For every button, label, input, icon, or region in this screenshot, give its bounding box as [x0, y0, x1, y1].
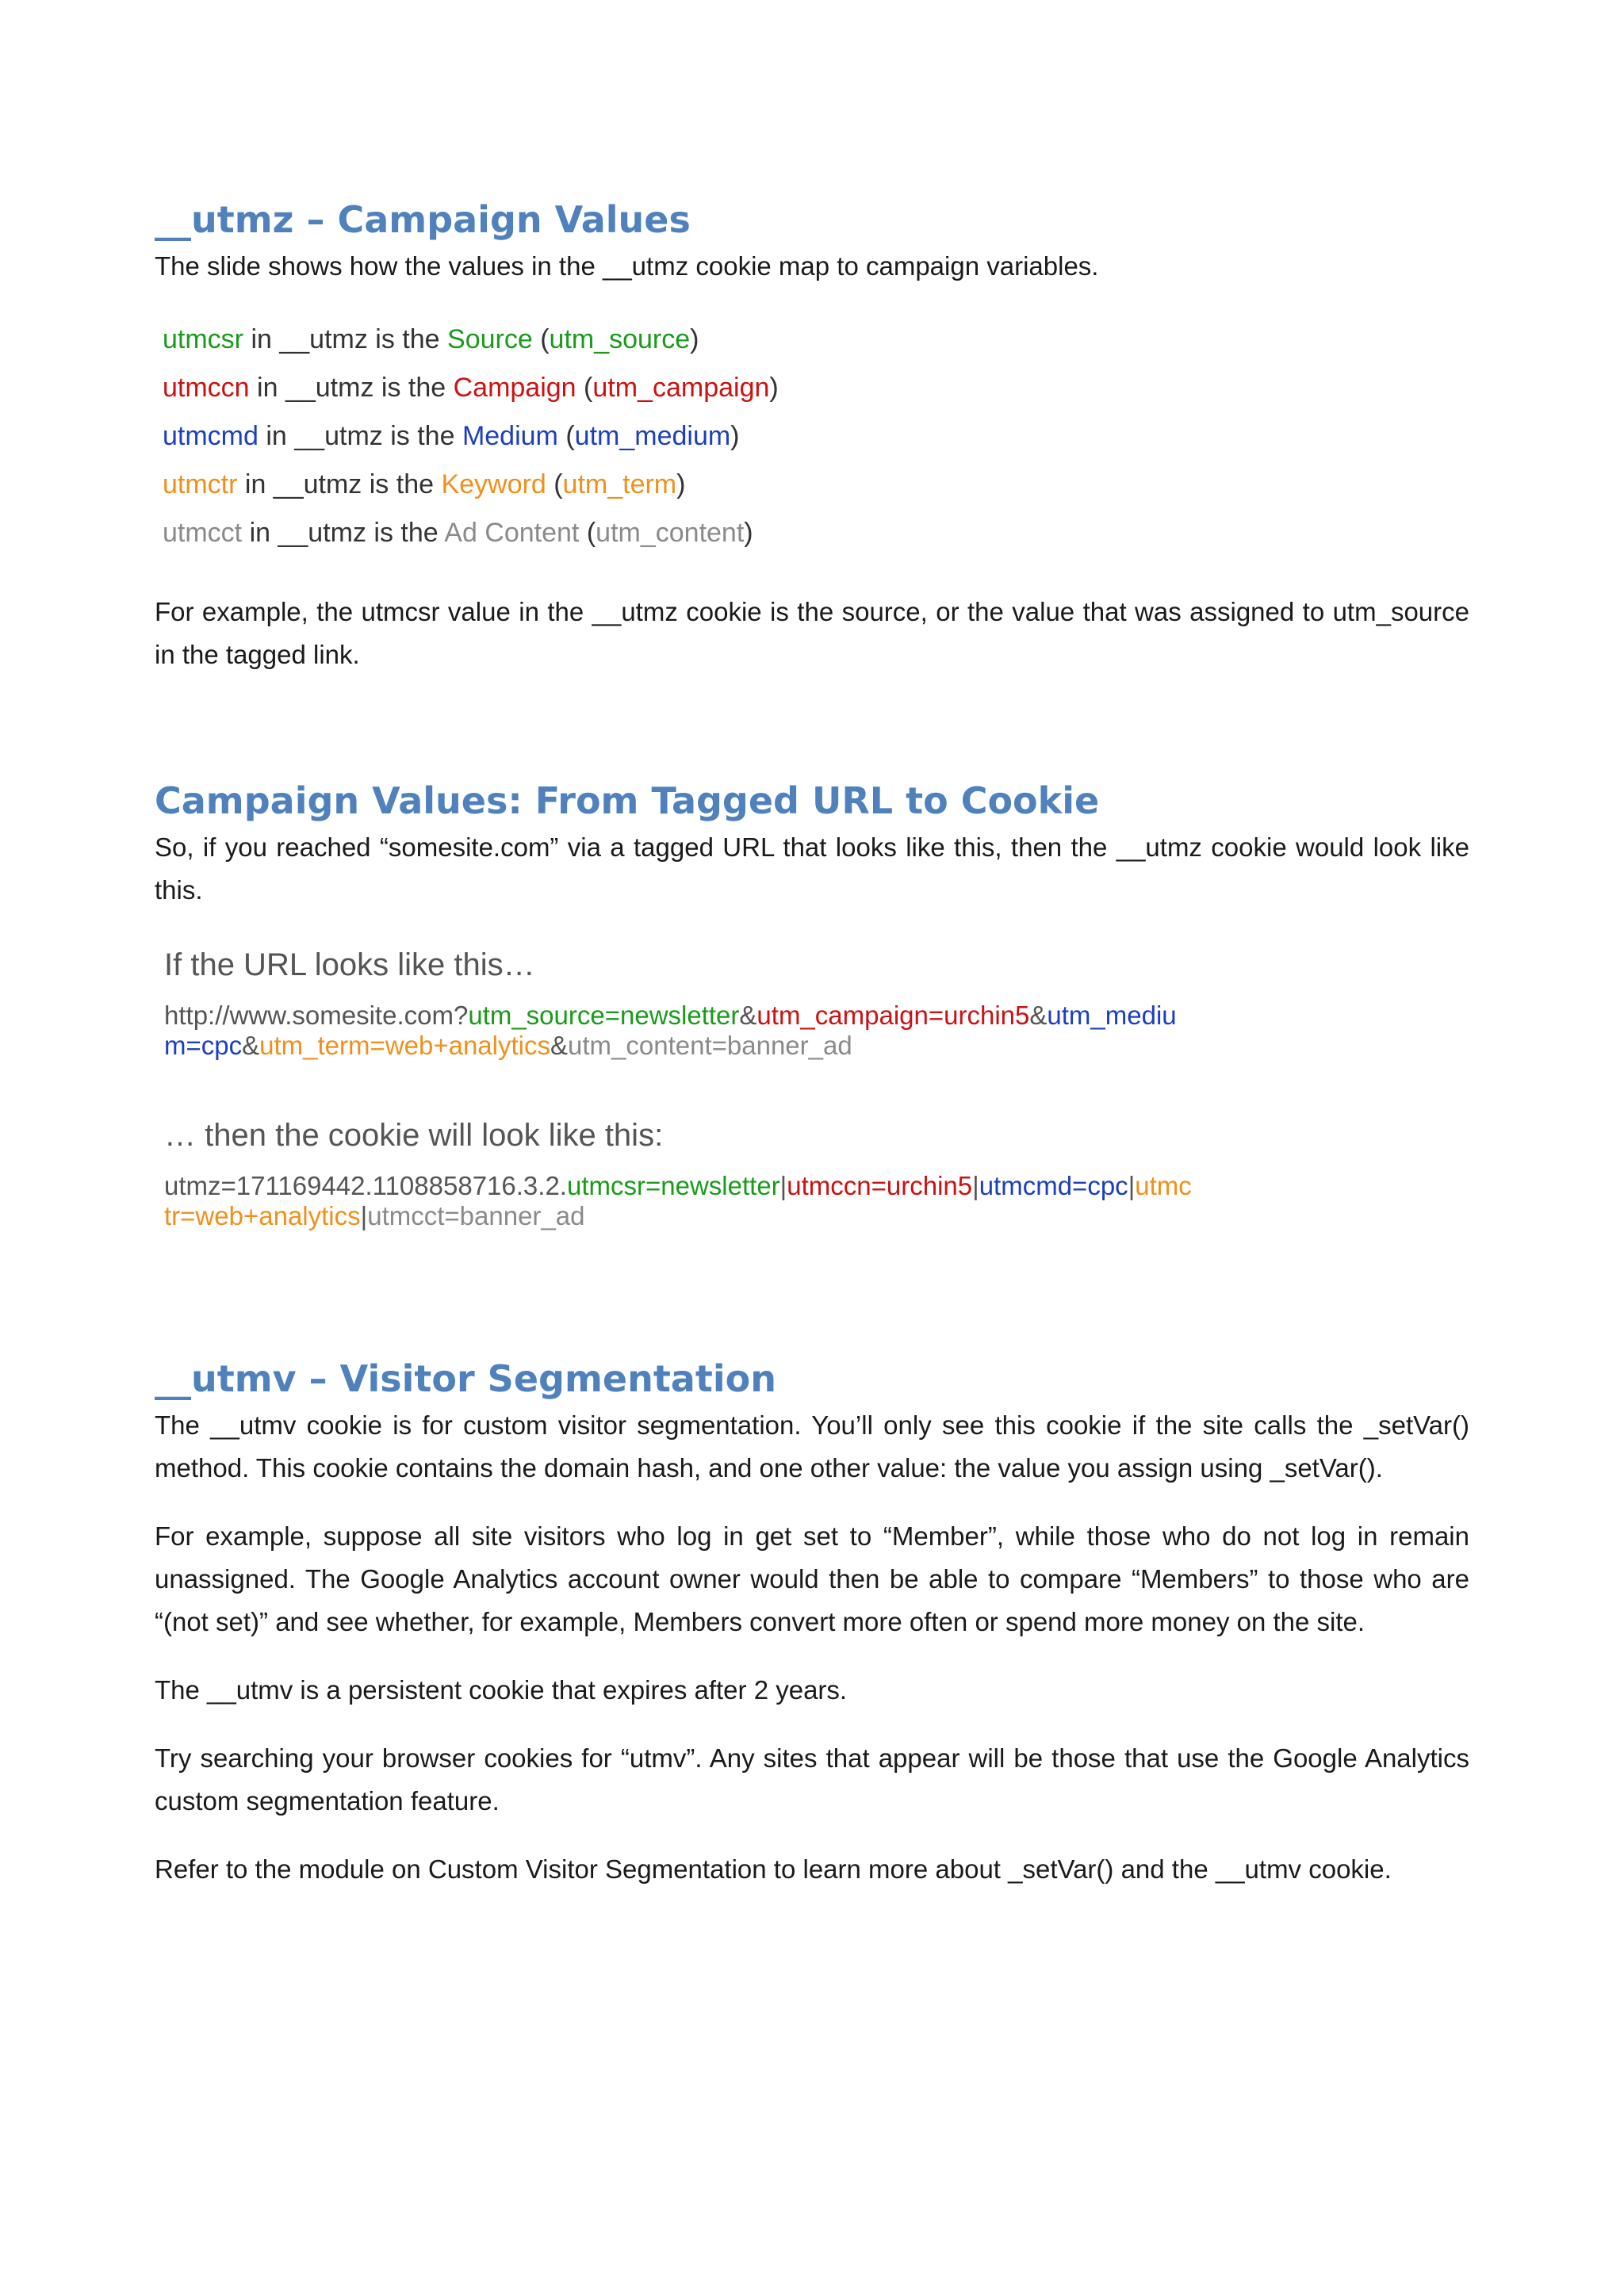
paren-open: ( [557, 421, 575, 451]
paren-close: ) [769, 373, 779, 403]
paren-open: ( [579, 518, 596, 548]
mapping-row-medium [155, 412, 1469, 461]
mapping-row-campaign [155, 364, 1469, 412]
mapping-name: Medium [462, 421, 558, 451]
section-title: Campaign Values: From Tagged URL to Cookie [155, 779, 1100, 822]
cookie-medium: utmcmd=cpc [979, 1171, 1128, 1200]
mapping-key: utmcmd [163, 421, 259, 451]
cookie-campaign: utmccn=urchin5 [787, 1171, 973, 1200]
mapping-text: in __utmz is the [258, 421, 462, 451]
section-intro: So, if you reached “somesite.com” via a tagged URL that looks like this, then the __utmz cookie would look like this. [155, 832, 1469, 905]
url-amp: & [1029, 1001, 1048, 1030]
cookie-source: utmcsr=newsletter [566, 1171, 780, 1200]
mapping-param: utm_term [562, 469, 677, 499]
cookie-base: utmz=171169442.1108858716.3.2. [164, 1171, 567, 1200]
section-utmz [155, 194, 1469, 288]
mapping-name: Source [447, 324, 533, 354]
section-utmv [155, 1353, 1469, 1891]
section-title: __utmv – Visitor Segmentation [155, 1357, 776, 1400]
cookie-separator: | [1128, 1171, 1136, 1200]
url-term-param: utm_term=web+analytics [259, 1031, 550, 1060]
section-campaign-values [155, 775, 1469, 912]
url-amp: & [242, 1031, 260, 1060]
cookie-separator: | [360, 1201, 368, 1230]
paren-open: ( [546, 469, 563, 499]
section-intro: The slide shows how the values in the __utmz cookie map to campaign variables. [155, 251, 1099, 281]
mapping-text: in __utmz is the [243, 324, 448, 354]
url-amp: & [550, 1031, 568, 1060]
mapping-name: Keyword [441, 469, 546, 499]
url-campaign-param: utm_campaign=urchin5 [756, 1001, 1030, 1030]
mapping-row-keyword [155, 461, 1469, 509]
cookie-heading: … then the cookie will look like this: [164, 1118, 664, 1153]
utmz-mapping-slide [155, 316, 1469, 557]
url-heading: If the URL looks like this… [164, 947, 535, 982]
mapping-text: in __utmz is the [237, 469, 442, 499]
paragraph: The __utmv is a persistent cookie that expires after 2 years. [155, 1675, 848, 1705]
cookie-value [155, 1171, 1195, 1231]
mapping-text: in __utmz is the [242, 518, 445, 548]
mapping-key: utmccn [163, 373, 250, 403]
url-source-param: utm_source=newsletter [468, 1001, 740, 1030]
paren-open: ( [576, 373, 593, 403]
example-paragraph-block [155, 591, 1469, 676]
paren-close: ) [730, 421, 740, 451]
mapping-name: Campaign [453, 373, 576, 403]
paragraph: For example, suppose all site visitors who log in get set to “Member”, while those who do not log in remain unassigned. The Google Analytics account owner would then be able to compare “Members” to those who are “(not set)” and see whether, for example, Members convert more often or spend more money on the site. [155, 1521, 1469, 1636]
url-cookie-slide [155, 947, 1469, 1231]
cookie-content: utmcct=banner_ad [367, 1201, 585, 1230]
paren-close: ) [676, 469, 686, 499]
tagged-url [155, 1001, 1195, 1061]
mapping-param: utm_content [596, 518, 745, 548]
cookie-separator: | [779, 1171, 787, 1200]
section-title: __utmz – Campaign Values [155, 198, 691, 241]
paragraph: Try searching your browser cookies for “utmv”. Any sites that appear will be those that use the Google Analytics custom segmentation feature. [155, 1743, 1469, 1816]
mapping-param: utm_source [549, 324, 691, 354]
mapping-param: utm_campaign [592, 373, 770, 403]
mapping-row-content [155, 509, 1469, 557]
mapping-param: utm_medium [574, 421, 731, 451]
paren-open: ( [532, 324, 550, 354]
mapping-row-source [155, 316, 1469, 364]
mapping-key: utmcct [163, 518, 243, 548]
url-medium-param: utm_medium=cpc [164, 1001, 1177, 1060]
paren-close: ) [744, 518, 753, 548]
cookie-separator: | [972, 1171, 979, 1200]
mapping-key: utmcsr [163, 324, 243, 354]
mapping-text: in __utmz is the [249, 373, 454, 403]
url-content-param: utm_content=banner_ad [568, 1031, 852, 1060]
paragraph: The __utmv cookie is for custom visitor segmentation. You’ll only see this cookie if the site calls the _setVar() method. This cookie contains the domain hash, and one other value: the value you assign using _setVar(). [155, 1410, 1469, 1483]
mapping-key: utmctr [163, 469, 238, 499]
paragraph: Refer to the module on Custom Visitor Segmentation to learn more about _setVar() and the __utmv cookie. [155, 1854, 1392, 1884]
example-paragraph: For example, the utmcsr value in the __utmz cookie is the source, or the value that was assigned to utm_source in the tagged link. [155, 597, 1469, 669]
cookie-keyword: utmctr=web+analytics [164, 1171, 1192, 1230]
paren-close: ) [690, 324, 699, 354]
url-amp: & [739, 1001, 757, 1030]
mapping-name: Ad Content [444, 518, 580, 548]
url-base: http://www.somesite.com? [164, 1001, 469, 1030]
